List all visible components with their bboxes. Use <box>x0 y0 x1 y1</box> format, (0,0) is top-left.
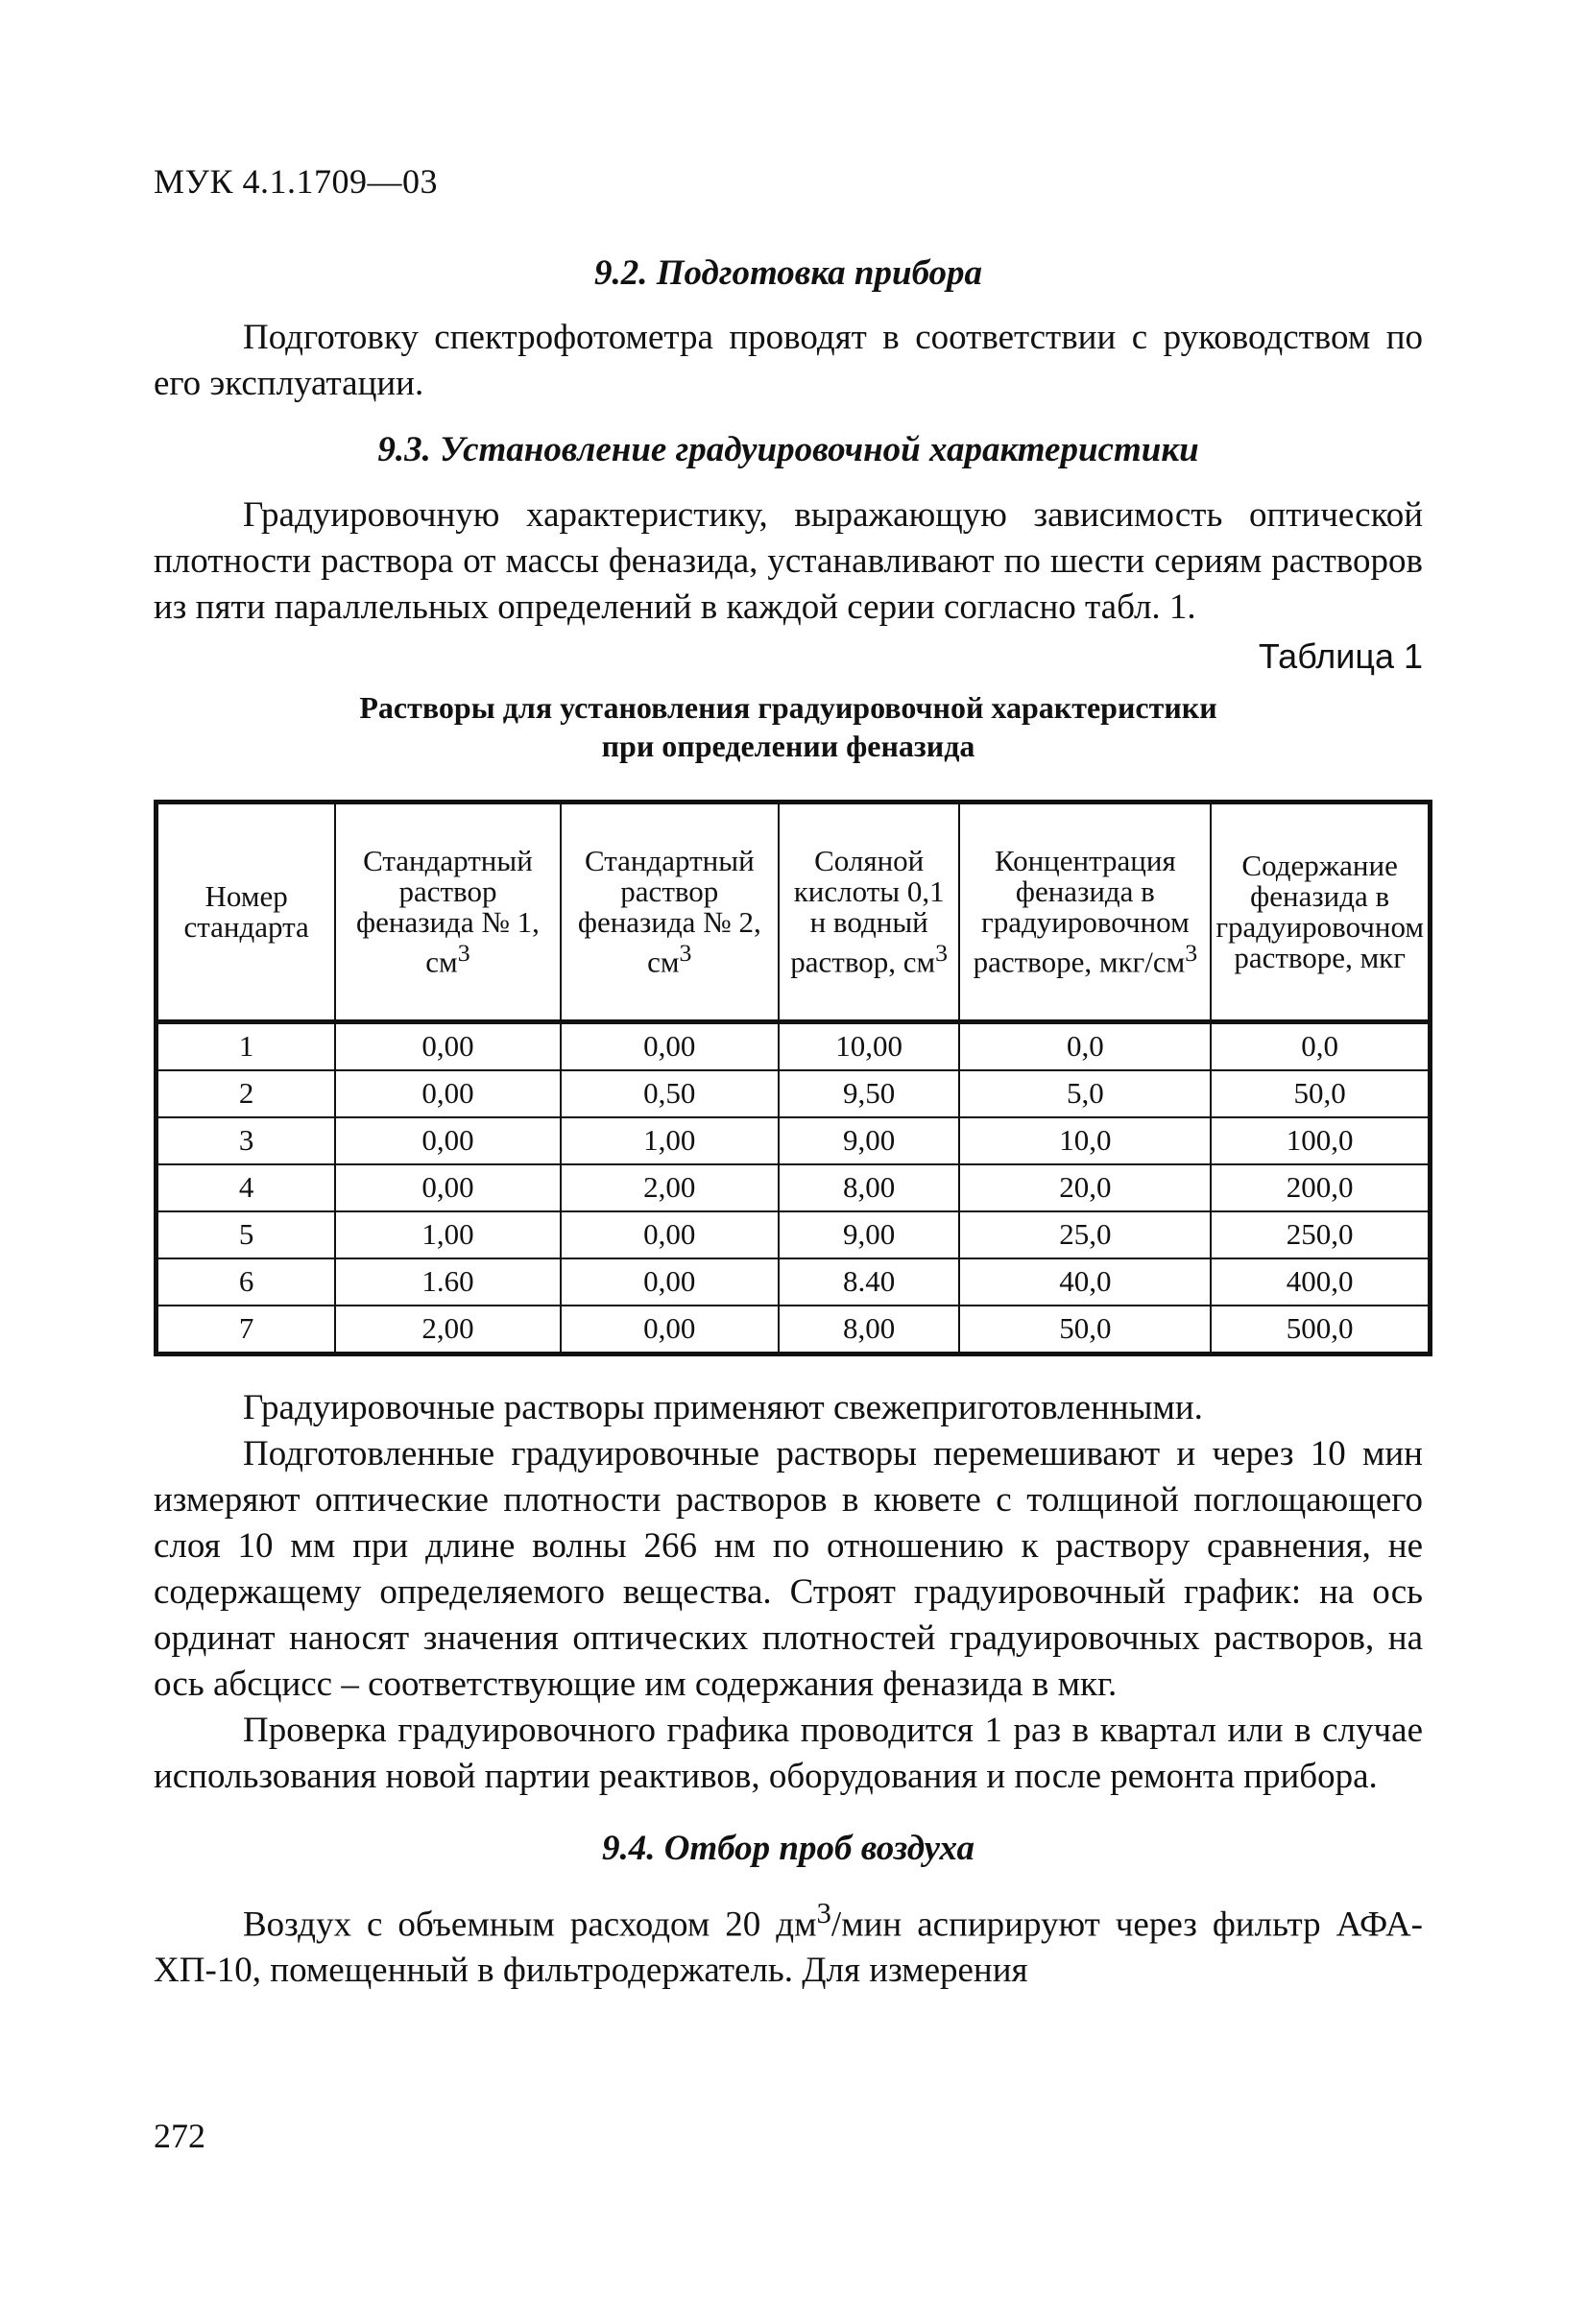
table-cell: 0,00 <box>561 1211 779 1258</box>
column-header-text: Номер стандарта <box>183 878 309 944</box>
table-cell: 20,0 <box>959 1164 1211 1211</box>
table-cell: 9,00 <box>779 1117 959 1164</box>
section-9-4-title: 9.4. Отбор проб воздуха <box>601 1828 975 1868</box>
section-9-4-text-b: /мин аспирируют через фильтр АФА-ХП-10, помещенный в фильтродержатель. Для измерения <box>154 1905 1423 1991</box>
section-9-3-paragraph-2: Градуировочные растворы применяют свежеприготовленными. <box>243 1387 1203 1427</box>
table-cell: 250,0 <box>1211 1211 1430 1258</box>
table-cell: 50,0 <box>959 1306 1211 1354</box>
table-row <box>156 1164 1431 1211</box>
column-header-text: Содержание феназида в градуировочном растворе, мкг <box>1215 848 1424 974</box>
section-9-4-sup: 3 <box>816 1896 831 1929</box>
section-9-3-paragraph-3: Подготовленные градуировочные растворы перемешивают и через 10 мин измеряют оптические плотности растворов в кювете с толщиной поглощающего слоя 10 мм при длине волны 266 нм по отношению к раствору сравнения, не содержащему определяемого вещества. Строят градуировочный график: на ось ординат наносят значения оптических плотностей градуировочных растворов, на ось абсцисс – соответствующие им содержания феназида в мкг. <box>154 1433 1423 1704</box>
column-header <box>779 802 959 1021</box>
table-title-line-1: Растворы для установления градуировочной характеристики <box>359 689 1217 725</box>
table-cell: 0,00 <box>561 1258 779 1306</box>
table-cell: 100,0 <box>1211 1117 1430 1164</box>
table-cell: 6 <box>156 1258 336 1306</box>
column-header-text: Концентрация феназида в градуировочном растворе, мкг/см <box>973 843 1190 979</box>
table-cell: 40,0 <box>959 1258 1211 1306</box>
section-9-4-text-a: Воздух с объемным расходом 20 дм <box>243 1905 817 1945</box>
column-header-sup: 3 <box>679 938 692 967</box>
table-cell: 2,00 <box>561 1164 779 1211</box>
table-cell: 50,0 <box>1211 1070 1430 1117</box>
table-cell: 1 <box>156 1021 336 1070</box>
table-row <box>156 1211 1431 1258</box>
table-cell: 0,00 <box>335 1021 560 1070</box>
table-cell: 0,00 <box>335 1070 560 1117</box>
table-label: Таблица 1 <box>1258 635 1423 676</box>
table-body <box>156 1021 1431 1354</box>
table-cell: 1,00 <box>335 1211 560 1258</box>
calibration-table <box>154 800 1432 1356</box>
table-row <box>156 1021 1431 1070</box>
table-cell: 3 <box>156 1117 336 1164</box>
column-header <box>156 802 336 1021</box>
table-cell: 1,00 <box>561 1117 779 1164</box>
table-cell: 5,0 <box>959 1070 1211 1117</box>
running-header: МУК 4.1.1709—03 <box>154 162 439 201</box>
table-cell: 0,0 <box>1211 1021 1430 1070</box>
section-9-2-title: 9.2. Подготовка прибора <box>593 253 983 293</box>
table-cell: 400,0 <box>1211 1258 1430 1306</box>
table-cell: 10,0 <box>959 1117 1211 1164</box>
column-header-sup: 3 <box>457 938 470 967</box>
table-cell: 8,00 <box>779 1164 959 1211</box>
column-header-text: Соляной кислоты 0,1 н водный раствор, см <box>790 843 945 979</box>
section-9-3-paragraph-4: Проверка градуировочного графика проводится 1 раз в квартал или в случае использования новой партии реактивов, оборудования и после ремонта прибора. <box>154 1710 1423 1796</box>
table-header-row <box>156 802 1431 1021</box>
table-cell: 1.60 <box>335 1258 560 1306</box>
section-9-2-paragraph: Подготовку спектрофотометра проводят в соответствии с руководством по его эксплуатации. <box>154 318 1423 404</box>
table-cell: 5 <box>156 1211 336 1258</box>
table-cell: 0,50 <box>561 1070 779 1117</box>
table-cell: 0,00 <box>561 1021 779 1070</box>
table-cell: 0,00 <box>335 1117 560 1164</box>
table-cell: 9,50 <box>779 1070 959 1117</box>
table-row <box>156 1117 1431 1164</box>
table-title-line-2: при определении феназида <box>601 728 975 763</box>
table-title <box>154 688 1423 765</box>
table-cell: 7 <box>156 1306 336 1354</box>
table-row <box>156 1070 1431 1117</box>
table-cell: 0,00 <box>335 1164 560 1211</box>
table-cell: 0,0 <box>959 1021 1211 1070</box>
table-cell: 2,00 <box>335 1306 560 1354</box>
table-cell: 4 <box>156 1164 336 1211</box>
column-header <box>959 802 1211 1021</box>
table-cell: 2 <box>156 1070 336 1117</box>
table-cell: 8,00 <box>779 1306 959 1354</box>
column-header-text: Стандартный раствор феназида № 1, см <box>356 843 540 979</box>
column-header-sup: 3 <box>1185 938 1198 967</box>
column-header-sup: 3 <box>935 938 949 967</box>
column-header <box>335 802 560 1021</box>
table-cell: 500,0 <box>1211 1306 1430 1354</box>
column-header <box>1211 802 1430 1021</box>
table-row <box>156 1258 1431 1306</box>
section-9-4-paragraph <box>154 1890 1423 1994</box>
page-number: 272 <box>154 2117 205 2155</box>
table-cell: 200,0 <box>1211 1164 1430 1211</box>
table-cell: 0,00 <box>561 1306 779 1354</box>
section-9-3-title: 9.3. Установление градуировочной характеристики <box>377 430 1199 470</box>
table-cell: 8.40 <box>779 1258 959 1306</box>
table-row <box>156 1306 1431 1354</box>
table-cell: 25,0 <box>959 1211 1211 1258</box>
table-cell: 10,00 <box>779 1021 959 1070</box>
column-header-text: Стандартный раствор феназида № 2, см <box>577 843 761 979</box>
column-header <box>561 802 779 1021</box>
table-cell: 9,00 <box>779 1211 959 1258</box>
section-9-3-paragraph: Градуировочную характеристику, выражающую зависимость оптической плотности раствора от массы феназида, устанавливают по шести сериям растворов из пяти параллельных определений в каждой серии согласно табл. 1. <box>154 494 1423 627</box>
page-content <box>154 252 1423 1994</box>
